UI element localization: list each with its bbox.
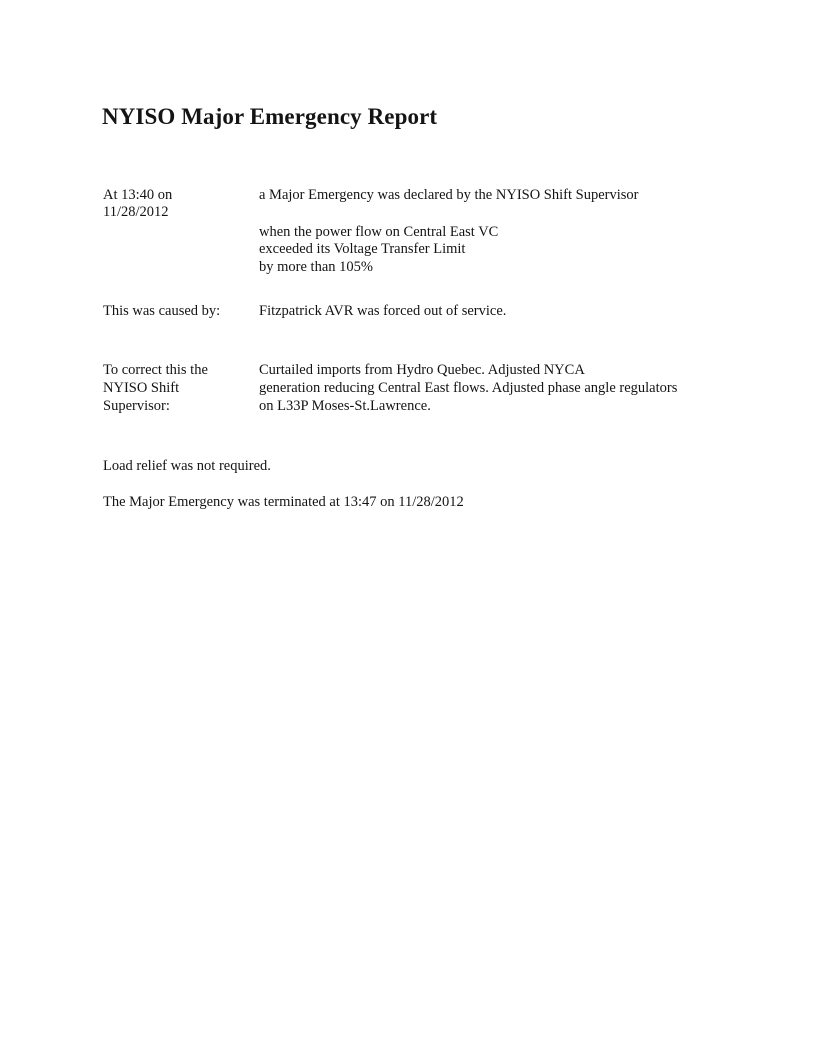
correction-text-line: on L33P Moses-St.Lawrence.: [259, 398, 431, 414]
declaration-condition-line: exceeded its Voltage Transfer Limit: [259, 241, 466, 257]
correction-label-line: NYISO Shift: [103, 380, 180, 396]
correction-text-line: generation reducing Central East flows. Adjusted phase angle regulators: [259, 380, 678, 396]
cause-label: This was caused by:: [103, 303, 221, 319]
declaration-date-label: 11/28/2012: [103, 204, 169, 220]
correction-text-line: Curtailed imports from Hydro Quebec. Adjusted NYCA: [259, 362, 585, 378]
declaration-condition-line: when the power flow on Central East VC: [259, 224, 499, 240]
termination-statement: The Major Emergency was terminated at 13:47 on 11/28/2012: [103, 494, 464, 510]
correction-label-line: Supervisor:: [103, 398, 170, 414]
correction-label-line: To correct this the: [103, 362, 208, 378]
declaration-condition-line: by more than 105%: [259, 259, 373, 275]
report-title: NYISO Major Emergency Report: [102, 104, 438, 129]
declaration-statement: a Major Emergency was declared by the NYISO Shift Supervisor: [259, 187, 639, 203]
load-relief-statement: Load relief was not required.: [103, 458, 271, 474]
declaration-time-label: At 13:40 on: [103, 187, 173, 203]
cause-text: Fitzpatrick AVR was forced out of service.: [259, 303, 507, 319]
